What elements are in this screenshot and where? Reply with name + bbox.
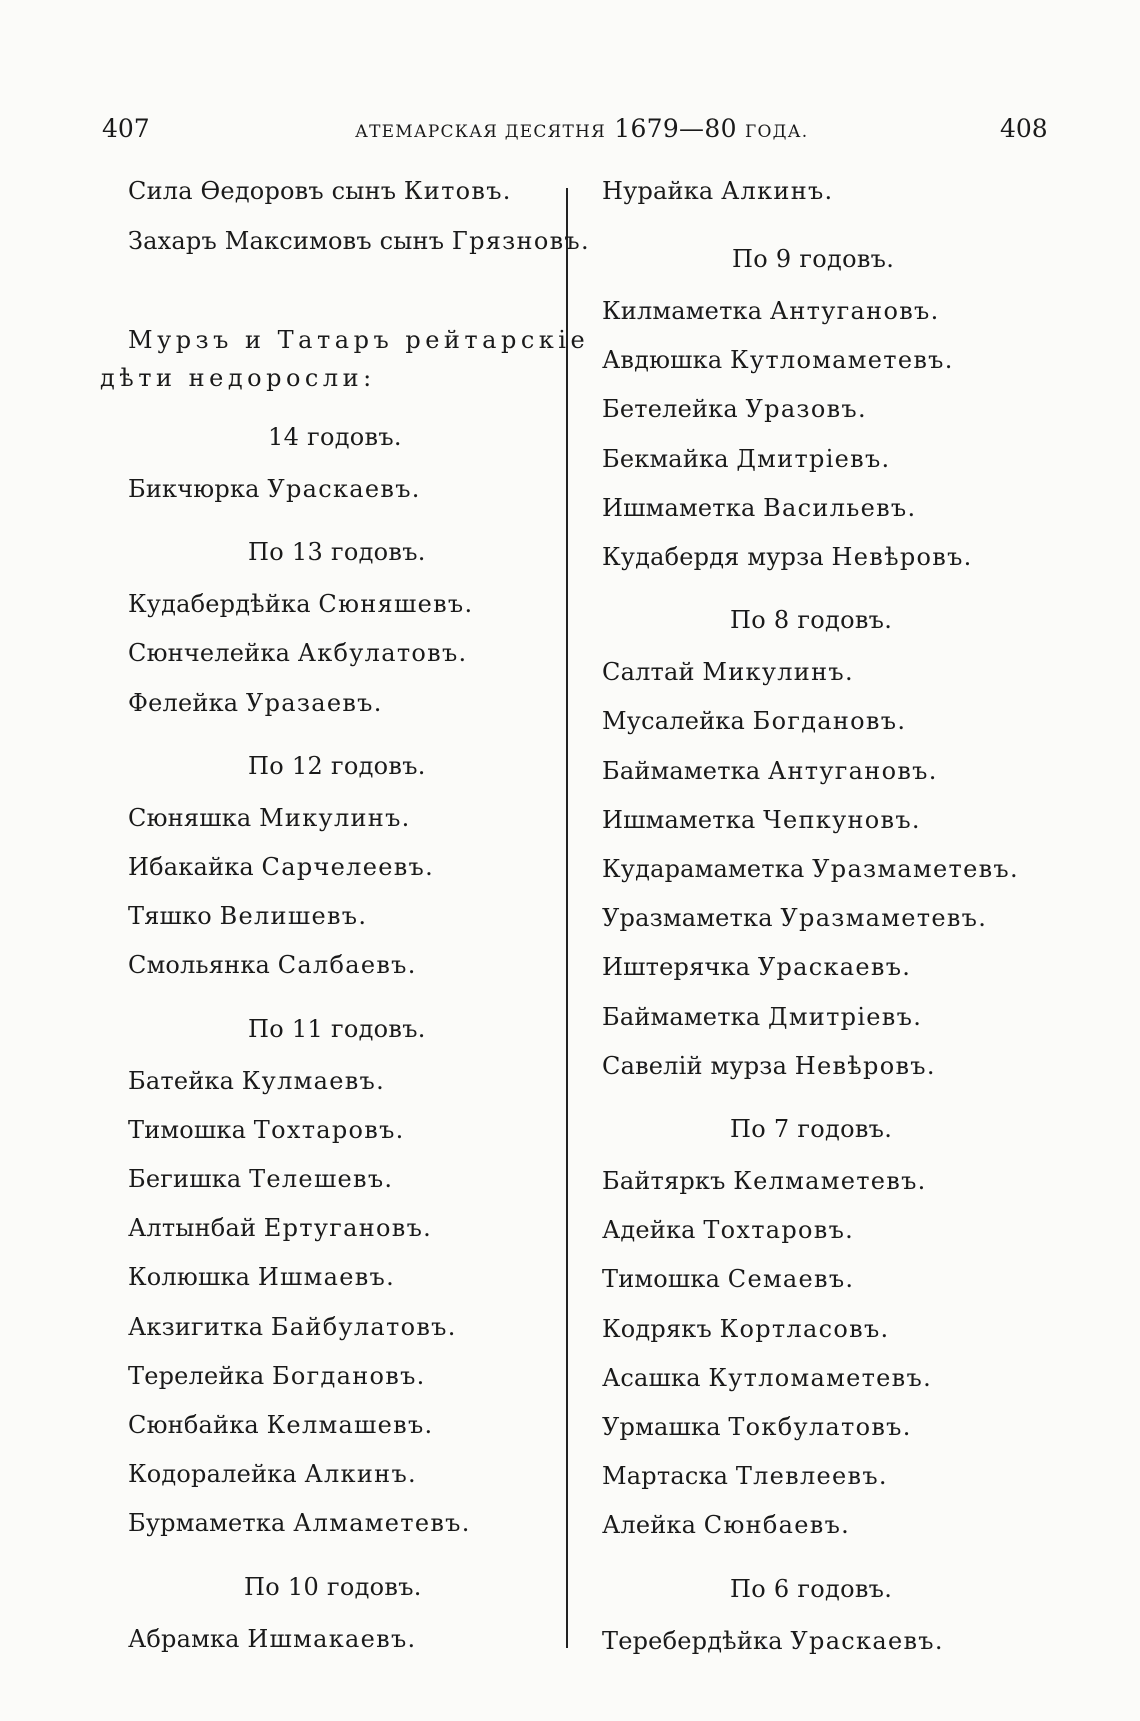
given-name: Ишмаметка — [602, 493, 756, 522]
surname: Микулинъ. — [702, 658, 854, 687]
given-name: Кудабердя мурза — [602, 543, 824, 571]
name-entry — [128, 901, 367, 931]
given-name: Бегишка — [128, 1165, 242, 1193]
name-entry — [128, 176, 512, 206]
given-name: Захаръ Максимовъ сынъ — [128, 227, 445, 255]
given-name: Килмаметка — [602, 297, 763, 325]
age-heading: По 9 годовъ. — [732, 245, 895, 273]
given-name: Адейка — [602, 1216, 696, 1245]
surname: Сюнбаевъ. — [703, 1511, 851, 1540]
given-name: Акзигитка — [128, 1312, 264, 1341]
age-heading: По 12 годовъ. — [248, 751, 426, 780]
given-name: Уразмаметка — [602, 904, 773, 933]
surname: Ишмакаевъ. — [247, 1624, 417, 1653]
age-heading: По 6 годовъ. — [730, 1574, 893, 1603]
age-heading: По 8 годовъ. — [730, 606, 893, 635]
given-name: Ишмаметка — [602, 805, 756, 834]
name-entry — [128, 1361, 426, 1391]
surname: Уразаевъ. — [245, 688, 383, 717]
name-entry — [602, 1510, 850, 1540]
section-intro-line1: Мурзъ и Татаръ рейтарскіе — [128, 326, 590, 354]
given-name: Батейка — [128, 1066, 235, 1095]
running-title-years: 1679—80 — [614, 114, 737, 143]
given-name: Алейка — [602, 1511, 697, 1540]
name-entry — [128, 1164, 393, 1194]
column-divider — [566, 188, 568, 1648]
age-heading: По 13 годовъ. — [248, 538, 426, 567]
name-entry — [128, 950, 417, 980]
name-entry — [602, 444, 890, 474]
surname: Васильевъ. — [763, 493, 917, 522]
name-entry — [602, 1002, 922, 1032]
surname: Кортласовъ. — [719, 1314, 890, 1343]
age-heading: По 7 годовъ. — [730, 1115, 893, 1143]
given-name: Мусалейка — [602, 707, 745, 736]
given-name: Фелейка — [128, 688, 239, 717]
section-intro-line2: дѣти недоросли: — [100, 364, 376, 392]
name-entry — [602, 805, 921, 835]
name-entry — [602, 657, 854, 687]
surname: Кутломаметевъ. — [730, 346, 954, 375]
name-entry — [128, 1262, 395, 1292]
running-title — [355, 114, 808, 143]
surname: Токбулатовъ. — [728, 1413, 912, 1441]
surname: Сюняшевъ. — [318, 590, 474, 619]
given-name: Кударамаметка — [602, 855, 805, 883]
name-entry — [602, 1314, 889, 1344]
surname: Байбулатовъ. — [270, 1312, 457, 1341]
name-entry — [602, 296, 940, 326]
surname: Китовъ. — [403, 177, 512, 205]
surname: Алмаметевъ. — [293, 1509, 471, 1538]
given-name: Сила Өедоровъ сынъ — [128, 177, 397, 205]
given-name: Тимошка — [602, 1265, 721, 1294]
name-entry — [602, 756, 938, 786]
running-title-end: ГОДА. — [745, 122, 809, 142]
given-name: Сюнчелейка — [128, 639, 291, 668]
name-entry — [128, 638, 467, 668]
surname: Салбаевъ. — [277, 951, 417, 980]
given-name: Абрамка — [128, 1624, 240, 1653]
surname: Ураскаевъ. — [757, 953, 912, 982]
page-number-left: 407 — [102, 114, 150, 143]
name-entry — [602, 952, 911, 982]
given-name: Колюшка — [128, 1263, 251, 1292]
name-entry — [128, 1213, 432, 1243]
name-entry — [602, 903, 987, 933]
surname: Уразмаметевъ. — [780, 904, 988, 933]
given-name: Бикчюрка — [128, 475, 260, 503]
given-name: Тимошка — [128, 1115, 247, 1144]
name-entry — [602, 854, 1019, 884]
surname: Богдановъ. — [752, 707, 907, 736]
name-entry — [602, 1461, 888, 1491]
surname: Уразмаметевъ. — [812, 855, 1019, 883]
name-entry — [602, 1363, 932, 1393]
surname: Акбулатовъ. — [297, 639, 468, 668]
name-entry — [128, 1410, 434, 1440]
surname: Телешевъ. — [249, 1165, 394, 1193]
surname: Ертугановъ. — [263, 1214, 433, 1243]
given-name: Баймаметка — [602, 1002, 761, 1031]
name-entry — [602, 706, 906, 736]
name-entry — [128, 852, 434, 882]
given-name: Байтяркъ — [602, 1167, 726, 1195]
name-entry — [602, 1051, 936, 1081]
name-entry — [128, 474, 421, 504]
name-entry — [602, 394, 867, 424]
surname: Ишмаевъ. — [257, 1263, 396, 1292]
given-name: Терелейка — [128, 1361, 265, 1390]
surname: Богдановъ. — [271, 1361, 426, 1390]
name-entry — [128, 1508, 471, 1538]
surname: Кутломаметевъ. — [708, 1363, 932, 1392]
given-name: Авдюшка — [602, 346, 723, 375]
given-name: Иштерячка — [602, 953, 751, 982]
name-entry — [128, 226, 590, 256]
name-entry — [128, 1624, 416, 1654]
surname: Дмитріевъ. — [736, 444, 891, 473]
age-heading: 14 годовъ. — [268, 423, 402, 451]
age-heading: По 11 годовъ. — [248, 1014, 426, 1043]
name-entry — [128, 803, 411, 833]
given-name: Кодоралейка — [128, 1460, 297, 1489]
surname: Уразовъ. — [745, 395, 867, 424]
page-number-right: 408 — [1000, 114, 1048, 143]
name-entry — [602, 1215, 854, 1245]
given-name: Урмашка — [602, 1413, 721, 1441]
given-name: Сюняшка — [128, 803, 252, 832]
given-name: Салтай — [602, 658, 695, 687]
given-name: Асашка — [602, 1363, 701, 1392]
given-name: Савелій мурза — [602, 1051, 788, 1080]
name-entry — [128, 1312, 457, 1342]
name-entry — [602, 542, 973, 572]
surname: Ураскаевъ. — [790, 1626, 944, 1655]
name-entry — [602, 1264, 854, 1294]
name-entry — [128, 589, 473, 619]
surname: Тохтаровъ. — [253, 1115, 405, 1144]
surname: Чепкуновъ. — [763, 805, 921, 834]
surname: Антугановъ. — [769, 297, 940, 325]
surname: Невѣровъ. — [831, 543, 973, 571]
running-title-text: АТЕМАРСКАЯ ДЕСЯТНЯ — [355, 122, 606, 142]
surname: Тохтаровъ. — [703, 1216, 855, 1245]
given-name: Бетелейка — [602, 395, 738, 424]
given-name: Мартаска — [602, 1462, 729, 1491]
given-name: Баймаметка — [602, 756, 761, 785]
name-entry — [602, 493, 916, 523]
surname: Антугановъ. — [768, 756, 938, 785]
name-entry — [602, 1166, 927, 1196]
name-entry — [602, 345, 954, 375]
surname: Кулмаевъ. — [241, 1066, 386, 1095]
name-entry — [602, 176, 834, 206]
given-name: Сюнбайка — [128, 1411, 259, 1439]
surname: Невѣровъ. — [794, 1051, 936, 1080]
given-name: Бурмаметка — [128, 1509, 286, 1538]
surname: Сарчелеевъ. — [261, 853, 435, 881]
surname: Алкинъ. — [304, 1460, 417, 1489]
name-entry — [602, 1626, 944, 1656]
surname: Микулинъ. — [259, 803, 411, 832]
given-name: Бекмайка — [602, 444, 729, 473]
age-heading: По 10 годовъ. — [244, 1572, 422, 1601]
name-entry — [128, 1459, 417, 1489]
surname: Дмитріевъ. — [768, 1002, 923, 1031]
surname: Велишевъ. — [219, 902, 368, 931]
surname: Ураскаевъ. — [267, 475, 421, 503]
given-name: Тяшко — [128, 902, 212, 931]
name-entry — [128, 1066, 385, 1096]
given-name: Нурайка — [602, 177, 714, 205]
name-entry — [128, 688, 383, 718]
name-entry — [128, 1115, 405, 1145]
given-name: Теребердѣйка — [602, 1626, 783, 1655]
surname: Тлевлеевъ. — [735, 1462, 888, 1491]
given-name: Смольянка — [128, 951, 271, 980]
given-name: Кудабердѣйка — [128, 590, 311, 619]
surname: Грязновъ. — [451, 227, 590, 255]
surname: Алкинъ. — [721, 177, 834, 205]
given-name: Ибакайка — [128, 853, 254, 881]
given-name: Кодрякъ — [602, 1314, 712, 1343]
surname: Келмашевъ. — [266, 1411, 434, 1439]
surname: Келмаметевъ. — [733, 1167, 927, 1195]
name-entry — [602, 1412, 912, 1442]
given-name: Алтынбай — [128, 1214, 257, 1243]
surname: Семаевъ. — [727, 1265, 855, 1294]
